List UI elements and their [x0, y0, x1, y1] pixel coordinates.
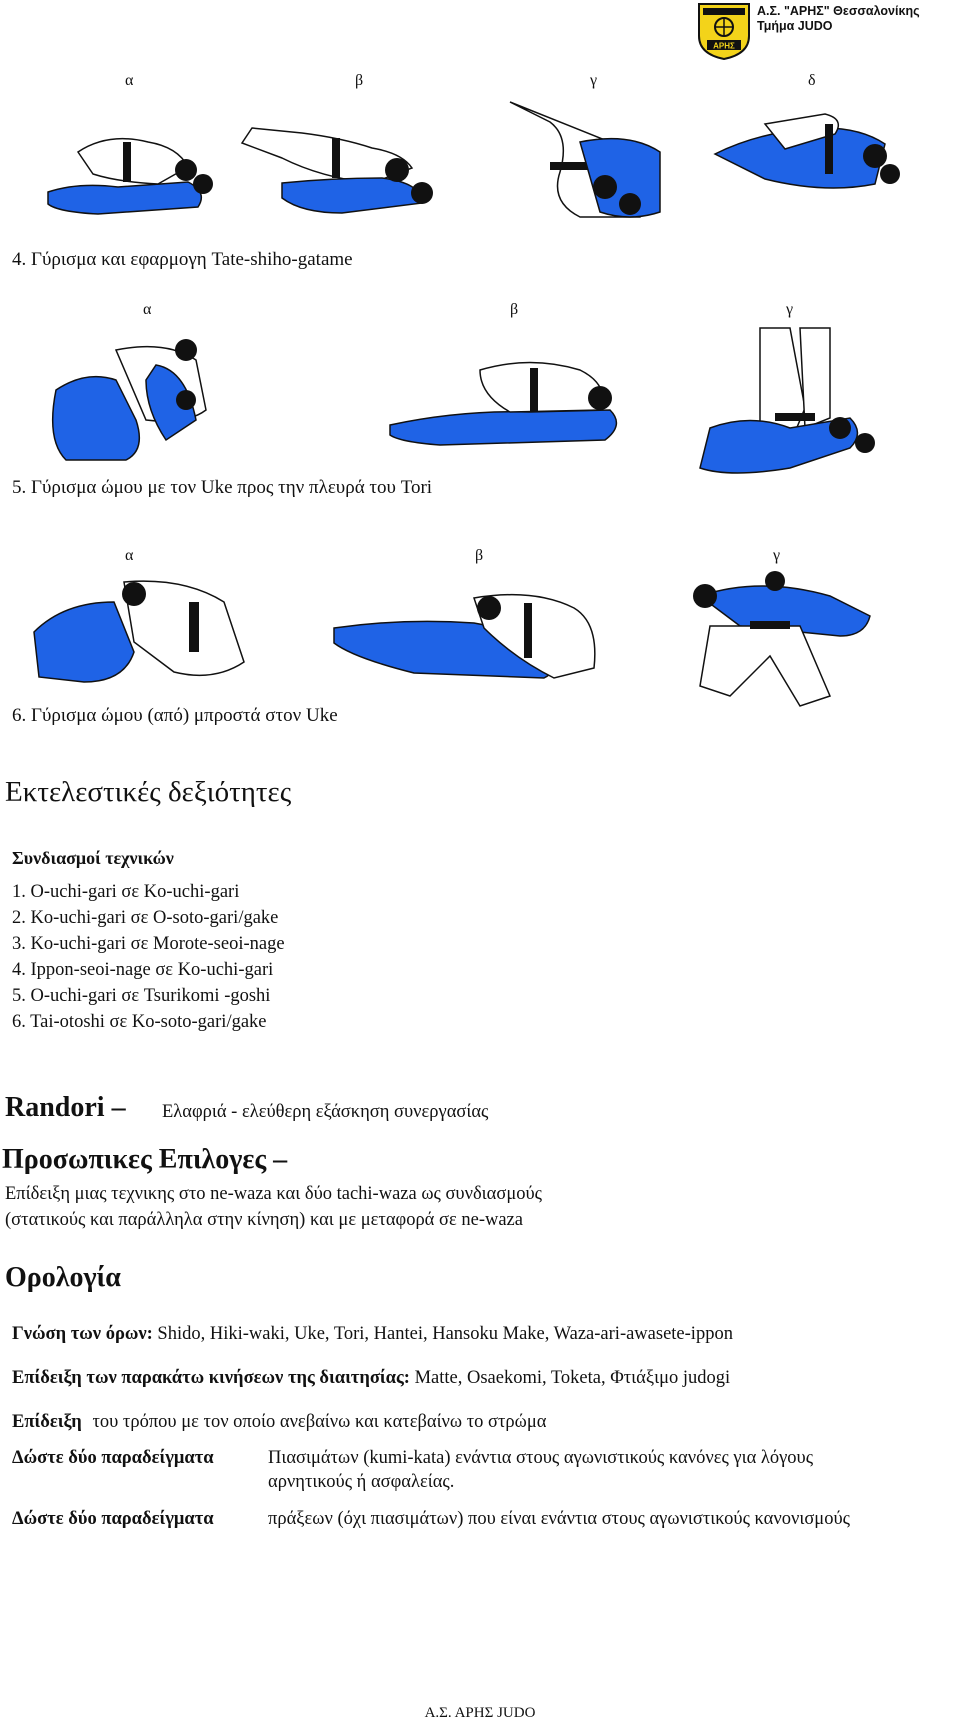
figure-label-a: α — [125, 547, 134, 564]
row-text-continued: αρνητικούς ή ασφαλείας. — [268, 1472, 455, 1492]
row-label: Επίδειξη των παρακάτω κινήσεων της διαιτησίας: — [12, 1368, 410, 1388]
row-label: Γνώση των όρων: — [12, 1324, 153, 1344]
terminology-row — [12, 1412, 546, 1433]
figure-label-b: β — [510, 301, 519, 318]
figure-label-a: α — [125, 72, 134, 89]
figure-label-d: δ — [808, 72, 816, 89]
judo-illustration-3c — [680, 566, 880, 712]
club-name — [757, 4, 920, 34]
combo-item: 1. O-uchi-gari σε Ko-uchi-gari — [12, 882, 240, 902]
skills-heading: Εκτελεστικές δεξιότητες — [5, 776, 292, 808]
row-label — [12, 1509, 214, 1530]
personal-line1: Επίδειξη μιας τεχνικης στο ne-waza και δύο tachi-waza ως συνδιασμούς — [5, 1184, 542, 1204]
row-text: Πιασιμάτων (kumi-kata) ενάντια στους αγωνιστικούς κανόνες για λόγους — [268, 1448, 814, 1468]
logo-text: ΑΡΗΣ — [713, 41, 735, 51]
judo-illustration-2a — [36, 330, 226, 466]
judo-illustration-2b — [380, 350, 630, 450]
combo-item: 5. O-uchi-gari σε Tsurikomi -goshi — [12, 986, 271, 1006]
judo-illustration-1a — [38, 112, 218, 220]
combos-subheading: Συνδιασμοί τεχνικών — [12, 848, 174, 868]
combo-item: 4. Ippon-seoi-nage σε Ko-uchi-gari — [12, 960, 274, 980]
terminology-title: Ορολογία — [5, 1262, 121, 1293]
personal-choices-title: Προσωπικες Επιλογες – — [2, 1144, 288, 1175]
combo-item: 2. Ko-uchi-gari σε O-soto-gari/gake — [12, 908, 279, 928]
figure-label-a: α — [143, 301, 152, 318]
row-text: Shido, Hiki-waki, Uke, Tori, Hantei, Hansoku Make, Waza-ari-awasete-ippon — [157, 1324, 733, 1344]
figure-label-b: β — [355, 72, 364, 89]
randori-title: Randori – — [5, 1092, 126, 1123]
page-footer: Α.Σ. ΑΡΗΣ JUDO — [424, 1705, 536, 1721]
terminology-row — [12, 1324, 733, 1345]
figure-label-c: γ — [773, 547, 781, 564]
figure-label-c: γ — [590, 72, 598, 89]
terminology-row — [12, 1368, 730, 1389]
item-6-text: 6. Γύρισμα ώμου (από) μπροστά στον Uke — [12, 705, 338, 726]
row-text: πράξεων (όχι πιασιμάτων) που είναι ενάντια στους αγωνιστικούς κανονισμούς — [268, 1509, 850, 1529]
item-5-text: 5. Γύρισμα ώμου με τον Uke προς την πλευρά του Tori — [12, 477, 433, 498]
judo-illustration-3b — [324, 588, 624, 692]
row-label — [12, 1448, 214, 1469]
club-line2: Τμήμα JUDO — [757, 19, 833, 33]
figure-label-c: γ — [786, 301, 794, 318]
combo-item: 3. Ko-uchi-gari σε Morote-seoi-nage — [12, 934, 285, 954]
judo-illustration-2c — [690, 318, 880, 490]
judo-illustration-1d — [705, 104, 905, 220]
row-label-text: Δώστε δύο παραδείγματα — [12, 1448, 214, 1468]
row-label: Επίδειξη — [12, 1412, 82, 1432]
judo-illustration-3a — [24, 572, 254, 690]
row-text: του τρόπου με τον οποίο ανεβαίνω και κατεβαίνω το στρώμα — [92, 1412, 547, 1432]
randori-text: Ελαφριά - ελεύθερη εξάσκηση συνεργασίας — [162, 1102, 489, 1122]
row-label-text: Δώστε δύο παραδείγματα — [12, 1509, 214, 1529]
shield-icon — [697, 2, 751, 60]
item-4-text: 4. Γύρισμα και εφαρμογη Tate-shiho-gatame — [12, 249, 353, 270]
judo-illustration-1c — [490, 92, 670, 228]
personal-line2: (στατικούς και παράλληλα στην κίνηση) και με μεταφορά σε ne-waza — [5, 1210, 523, 1230]
club-logo — [697, 0, 960, 62]
figure-label-b: β — [475, 547, 484, 564]
judo-illustration-1b — [222, 108, 440, 220]
combo-item: 6. Tai-otoshi σε Ko-soto-gari/gake — [12, 1012, 267, 1032]
club-line1: Α.Σ. "ΑΡΗΣ" Θεσσαλονίκης — [757, 4, 920, 18]
row-text: Matte, Osaekomi, Toketa, Φτιάξιμο judogi — [414, 1368, 731, 1388]
